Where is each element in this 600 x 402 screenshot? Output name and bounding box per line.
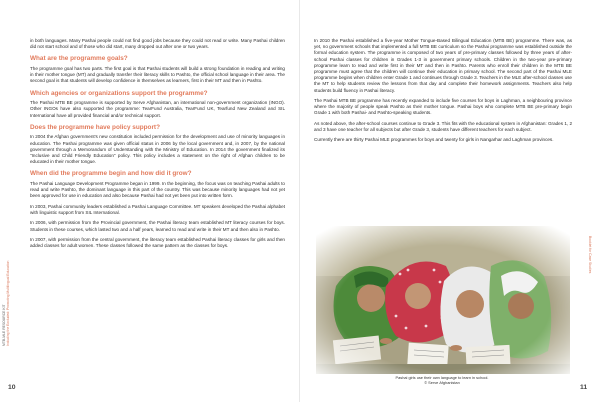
booklet-label: Booklet for Case Studies — [588, 236, 592, 274]
right-sidebar-label — [578, 236, 596, 346]
heading-organizations: Which agencies or organizations support the programme? — [30, 89, 208, 97]
left-sidebar-label — [2, 236, 20, 346]
goals-paragraph: The programme goal has two parts. The first goal is that Pashai students will build a strong foundation in reading and writing in their mother tongue (MT) and gradually transfer their literacy skills to Pashto, the official school language in their area. The second goal is that students will develop confidence in themselves as learners, first in their MT and then in Pashto. — [30, 66, 285, 84]
heading-goals: What are the programme goals? — [30, 55, 128, 63]
history-paragraph: In 2003, Pashai community leaders established a Pashai Language Committee. MT speakers developed the Pashai alphabet with linguistic support from SIL International. — [30, 203, 285, 216]
history-paragraph: In 2007, with permission from the central government, the literacy team established Pashai literacy classes for girls and then added classes for adult women. These classes followed the same pattern as the classes for boys. — [30, 237, 285, 249]
program-paragraph: As noted above, the after-school courses continue to Grade 3. This fits with the educational system in Afghanistan: Grades 1, 2 and 3 have one teacher for all subjects but after Grade 3, students have different teachers for each subject. — [314, 120, 572, 133]
right-text-column — [314, 38, 572, 148]
history-paragraph: In 2006, with permission from the Provincial government, the Pashai literacy team established MT literacy courses for boys. Students in these courses, which lasted two and a half years, learned to read and write in their MT and then also in Pashto. — [30, 220, 285, 232]
photo-caption — [386, 376, 498, 385]
program-paragraph: In 2010 the Pashai established a five-year Mother Tongue-Based Bilingual Education (MTB BE) programme. There was, as yet, no government schools that implemented a full MTB BE curriculum so the Pashai programme was established outside the formal education system. The programme is composed of two years of pre-primary classes followed by three years of after-school Pashai classes for children in Grades 1-3 in government primary schools. Children in the two-year pre-primary programme learn to read and write first in their MT and then in Pashto. Parents who enroll their children in the MTB BE programme must agree that the children will continue their education in primary school. The second part of the Pashai MLE programme begins when children enter Grade 1 and continues through Grade 3. Teachers in the MLE after-school classes use the MT to help students review the lessons from that day and complete their homework assignments. Teachers also help students build fluency in Pashai literacy. — [314, 38, 572, 93]
history-paragraph: The Pashai Language Development Programme began in 1999. In the beginning, the focus was on teaching Pashai adults to read and write Pashto, the dominant language in this part of the country. This was because minority languages had not yet been approved for use in education and also because Pashai had not yet been put into written form. — [30, 181, 285, 199]
heading-history: When did the programme begin and how did it grow? — [30, 170, 192, 178]
policy-paragraph: In 2004 the Afghan government's new constitution included permission for the development and use of minority languages in education. The Pashai programme was given official status in 2006 by the local government and, in 2007, by the national government through a Memorandum of Understanding with the Ministry of Education. In 2014 the government finalized its "Inclusive and Child Friendly Education" policy. This policy includes a statement on the right of Afghan children to be educated in their mother tongue. — [30, 134, 285, 165]
page-number-right: 11 — [580, 384, 588, 391]
right-page — [300, 0, 600, 402]
photo-credit: © Serve Afghanistan — [424, 379, 460, 385]
kit-subtitle-label: Including the Excluded: Promoting Multilingual Education — [6, 260, 11, 346]
resource-kit-label: MTB-MLE RESOURCE KIT — [2, 304, 6, 346]
organizations-paragraph: The Pashai MTB BE programme is supported by Serve Afghanistan, an international non-government organization (INGO). Other INGOs have also supported the programme: TearFund Australia, TearFund UK, Tearfund New Zealand and SIL International have all provided financial and/or technical support. — [30, 100, 285, 118]
heading-policy: Does the programme have policy support? — [30, 123, 160, 131]
intro-paragraph: in both languages. Many Pashai people could not find good jobs because they could not read or write. Many Pashai children did not start school and of those who did start, many dropped out after one or two years. — [30, 38, 285, 50]
classroom-photo — [316, 226, 570, 374]
left-text-column — [30, 38, 285, 254]
page-number-left: 10 — [8, 384, 16, 391]
program-paragraph: Currently there are thirty Pashai MLE programmes for boys and twenty for girls in Nangarhar and Laghman provinces. — [314, 137, 554, 143]
program-paragraph: The Pashai MTB BE programme has recently expanded to include five courses for boys in Laghman, a neighbouring province where the majority of people speak Pashto as their mother tongue. Pashai boys who complete MTB BE pre-primary begin Grade 1 with both Pashai- and Pashto-speaking students. — [314, 98, 572, 116]
caption-text: Pashai girls use their own language to learn in school. — [395, 375, 489, 380]
